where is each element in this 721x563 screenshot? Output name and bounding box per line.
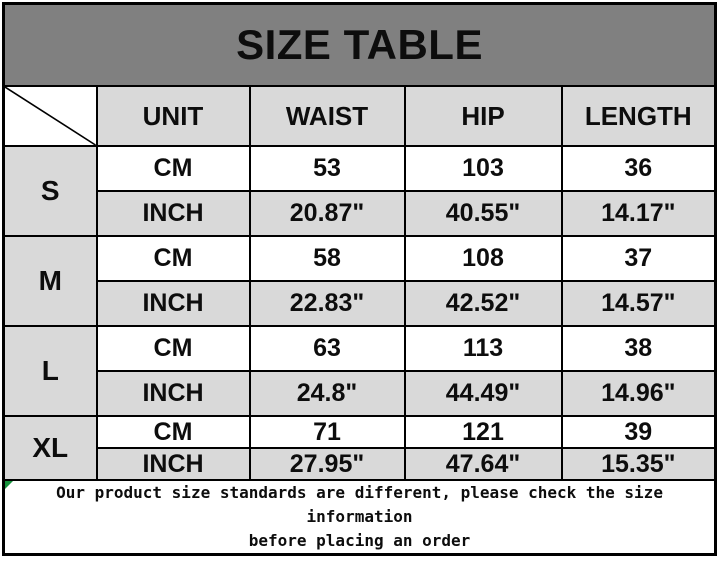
value-cell-waist: 20.87" xyxy=(250,191,405,236)
footer-note-line1: Our product size standards are different, please check the size information xyxy=(56,483,663,526)
table-row-xl-cm xyxy=(4,416,716,448)
unit-cell: INCH xyxy=(97,191,250,236)
size-label-l: L xyxy=(4,326,97,416)
size-table xyxy=(2,2,717,556)
value-cell-length: 14.17" xyxy=(562,191,716,236)
col-header-hip: HIP xyxy=(405,86,562,146)
note-marker-icon xyxy=(5,481,13,489)
value-cell-waist: 53 xyxy=(250,146,405,191)
unit-cell: CM xyxy=(97,146,250,191)
value-cell-waist: 63 xyxy=(250,326,405,371)
col-header-length: LENGTH xyxy=(562,86,716,146)
table-row-m-cm xyxy=(4,236,716,281)
value-cell-length: 14.57" xyxy=(562,281,716,326)
unit-cell: CM xyxy=(97,236,250,281)
value-cell-waist: 22.83" xyxy=(250,281,405,326)
footer-note xyxy=(4,480,716,555)
value-cell-hip: 42.52" xyxy=(405,281,562,326)
column-header-row xyxy=(4,86,716,146)
value-cell-length: 36 xyxy=(562,146,716,191)
value-cell-hip: 113 xyxy=(405,326,562,371)
value-cell-hip: 44.49" xyxy=(405,371,562,416)
unit-cell: INCH xyxy=(97,448,250,480)
value-cell-waist: 27.95" xyxy=(250,448,405,480)
value-cell-length: 37 xyxy=(562,236,716,281)
footer-note-line2: before placing an order xyxy=(248,531,471,550)
title-row xyxy=(4,4,716,87)
size-label-m: M xyxy=(4,236,97,326)
table-row-l-cm xyxy=(4,326,716,371)
footer-row xyxy=(4,480,716,555)
value-cell-length: 15.35" xyxy=(562,448,716,480)
unit-cell: INCH xyxy=(97,281,250,326)
value-cell-length: 38 xyxy=(562,326,716,371)
value-cell-length: 14.96" xyxy=(562,371,716,416)
table-row-m-inch xyxy=(4,281,716,326)
value-cell-hip: 108 xyxy=(405,236,562,281)
size-label-xl: XL xyxy=(4,416,97,480)
unit-cell: INCH xyxy=(97,371,250,416)
diagonal-corner-cell xyxy=(4,86,97,146)
table-row-s-inch xyxy=(4,191,716,236)
table-row-l-inch xyxy=(4,371,716,416)
unit-cell: CM xyxy=(97,326,250,371)
value-cell-hip: 121 xyxy=(405,416,562,448)
table-row-xl-inch xyxy=(4,448,716,480)
page-title: SIZE TABLE xyxy=(4,4,716,87)
col-header-waist: WAIST xyxy=(250,86,405,146)
diagonal-divider-icon xyxy=(5,87,96,145)
table-row-s-cm xyxy=(4,146,716,191)
value-cell-waist: 71 xyxy=(250,416,405,448)
col-header-unit: UNIT xyxy=(97,86,250,146)
size-label-s: S xyxy=(4,146,97,236)
value-cell-length: 39 xyxy=(562,416,716,448)
unit-cell: CM xyxy=(97,416,250,448)
value-cell-hip: 103 xyxy=(405,146,562,191)
value-cell-hip: 40.55" xyxy=(405,191,562,236)
value-cell-hip: 47.64" xyxy=(405,448,562,480)
value-cell-waist: 24.8" xyxy=(250,371,405,416)
value-cell-waist: 58 xyxy=(250,236,405,281)
